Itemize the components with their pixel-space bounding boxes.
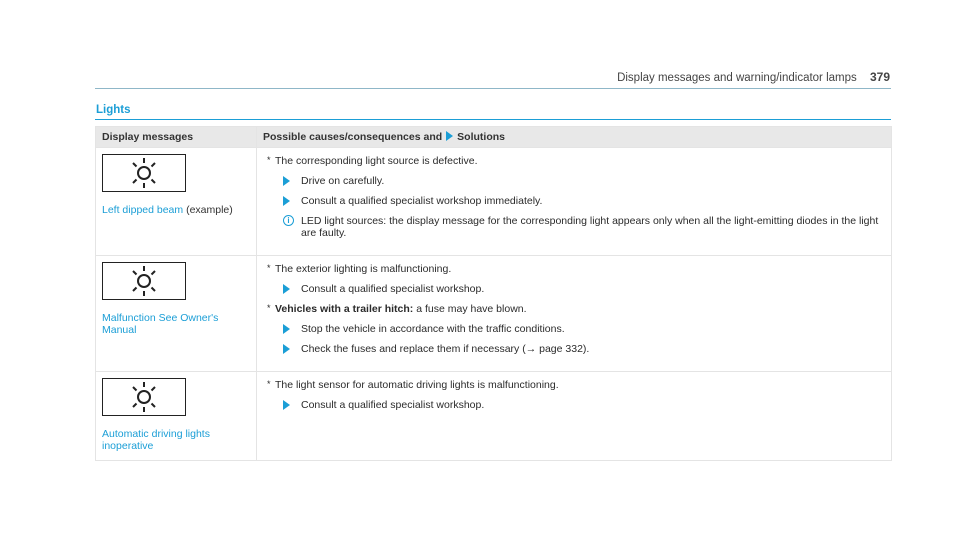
causes-cell xyxy=(257,372,892,461)
header-causes-solutions xyxy=(257,127,892,148)
info-note: i LED light sources: the display message for the corresponding light appears only when all the light-emitting diodes in the light are faulty. xyxy=(263,215,885,239)
arrow-bullet-icon xyxy=(283,196,290,206)
asterisk-icon: * xyxy=(267,155,271,165)
table-row xyxy=(96,148,892,256)
display-message-cell xyxy=(96,372,257,461)
display-messages-table xyxy=(95,126,892,461)
light-bulb-icon xyxy=(102,378,186,416)
cause-text: * The exterior lighting is malfunctioning. xyxy=(267,263,452,275)
light-bulb-icon xyxy=(102,154,186,192)
cause-text: * The corresponding light source is defective. xyxy=(267,155,478,167)
page-header-title: Display messages and warning/indicator lamps xyxy=(617,72,857,84)
table-row xyxy=(96,256,892,372)
header-divider xyxy=(95,88,891,89)
condition-label: Vehicles with a trailer hitch: xyxy=(275,303,414,315)
light-bulb-icon xyxy=(102,262,186,300)
solution-step: Consult a qualified specialist workshop. xyxy=(263,283,885,295)
example-note: (example) xyxy=(186,204,233,216)
section-divider xyxy=(95,119,891,120)
header-display-messages: Display messages xyxy=(96,127,257,148)
solution-step: Stop the vehicle in accordance with the traffic conditions. xyxy=(263,323,885,335)
message-label: Automatic driving lights inoperative xyxy=(102,428,210,452)
solution-step: Consult a qualified specialist workshop immediately. xyxy=(263,195,885,207)
header-solutions-label: Solutions xyxy=(457,131,506,143)
page-header xyxy=(0,70,890,84)
asterisk-icon: * xyxy=(267,303,271,313)
causes-cell xyxy=(257,148,892,256)
arrow-right-icon xyxy=(446,131,453,141)
asterisk-icon: * xyxy=(267,263,271,273)
page-number: 379 xyxy=(869,70,890,84)
display-message-cell xyxy=(96,148,257,256)
causes-cell xyxy=(257,256,892,372)
arrow-bullet-icon xyxy=(283,284,290,294)
solution-step: Check the fuses and replace them if necessary (→ page 332). xyxy=(263,343,885,355)
arrow-bullet-icon xyxy=(283,176,290,186)
table-header-row xyxy=(96,127,892,148)
cause-text: * The light sensor for automatic driving lights is malfunctioning. xyxy=(267,379,559,391)
message-label: Malfunction See Owner's Manual xyxy=(102,312,219,336)
header-causes-label: Possible causes/consequences and xyxy=(263,131,443,143)
arrow-bullet-icon xyxy=(283,400,290,410)
solution-step: Drive on carefully. xyxy=(263,175,885,187)
section-title: Lights xyxy=(96,104,131,116)
solution-step: Consult a qualified specialist workshop. xyxy=(263,399,885,411)
cause-text: * Vehicles with a trailer hitch: a fuse may have blown. xyxy=(267,303,527,315)
table-row xyxy=(96,372,892,461)
message-label: Left dipped beam (example) xyxy=(102,204,233,216)
display-message-cell xyxy=(96,256,257,372)
info-icon: i xyxy=(283,215,294,226)
arrow-bullet-icon xyxy=(283,324,290,334)
asterisk-icon: * xyxy=(267,379,271,389)
arrow-bullet-icon xyxy=(283,344,290,354)
